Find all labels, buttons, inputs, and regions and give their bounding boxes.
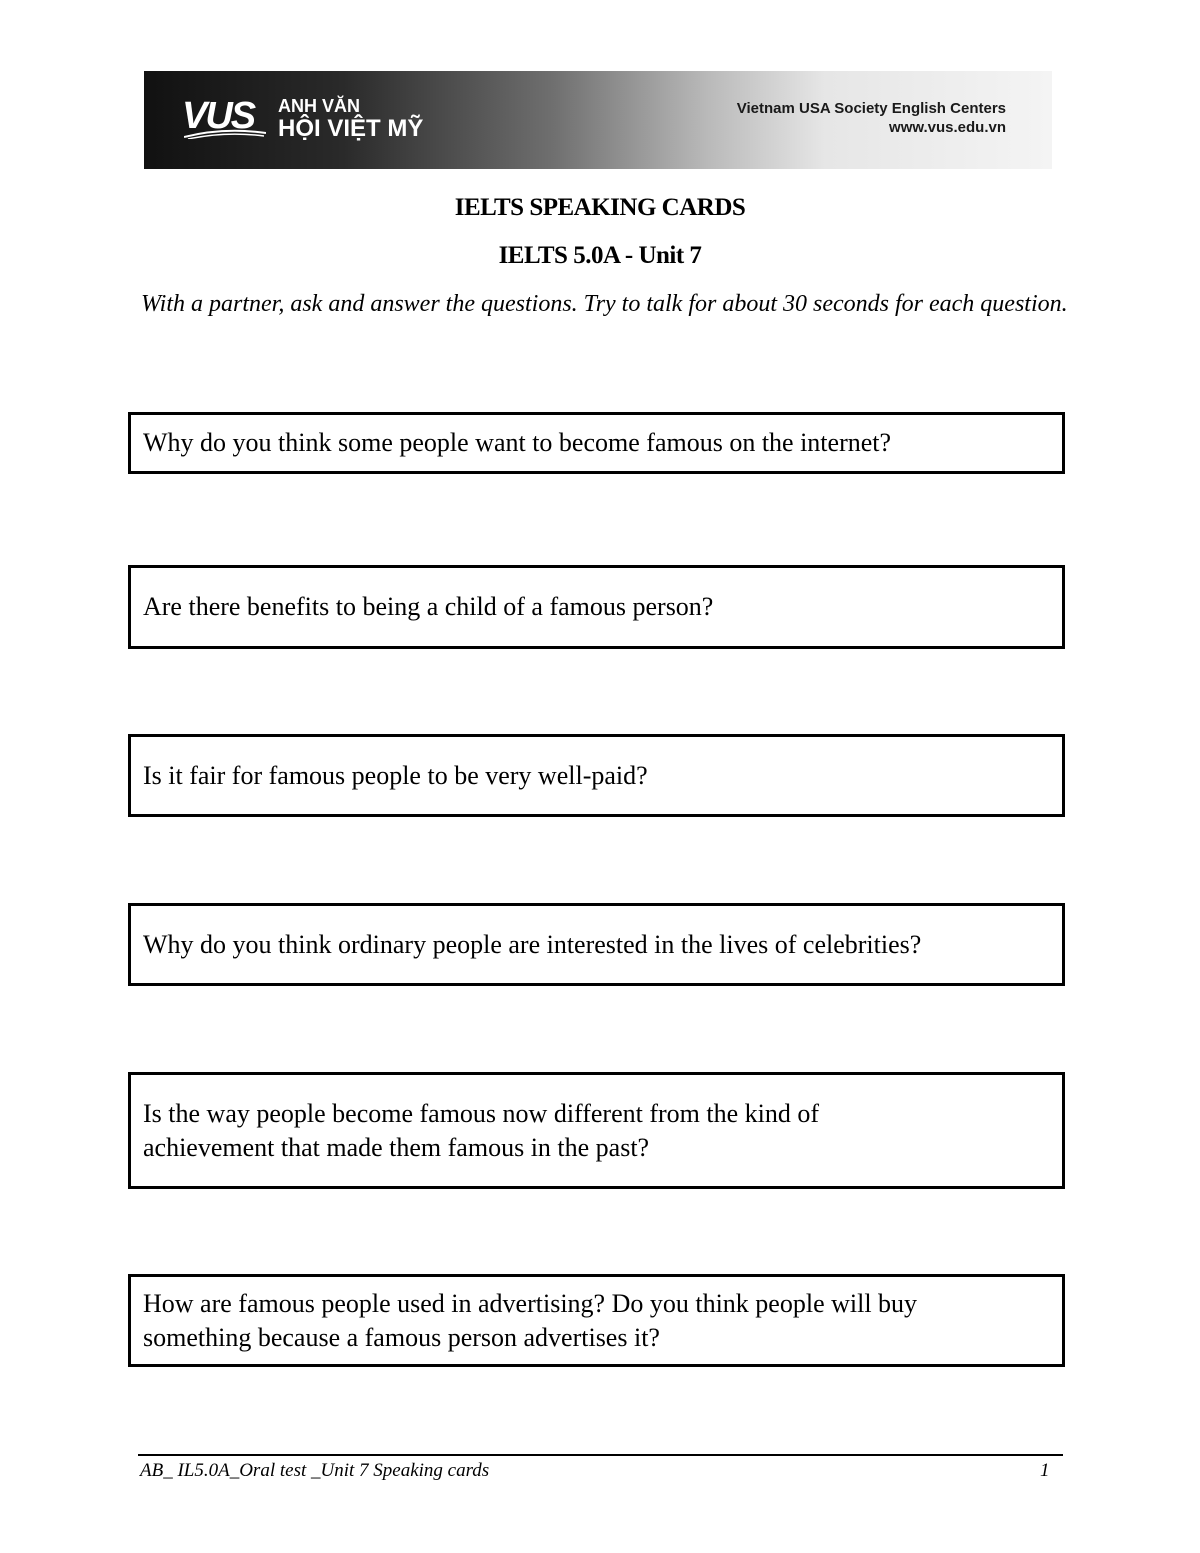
footer-text: AB_ IL5.0A_Oral test _Unit 7 Speaking cards xyxy=(140,1460,490,1481)
card-question: Is it fair for famous people to be very well-paid? xyxy=(143,760,648,790)
speaking-card-4 xyxy=(128,903,1065,986)
speaking-card-5 xyxy=(128,1072,1065,1189)
page-subtitle: IELTS 5.0A - Unit 7 xyxy=(498,242,702,269)
speaking-card-3 xyxy=(128,734,1065,817)
card-question: How are famous people used in advertising? Do you think people will buy something because a famous person advertises it? xyxy=(143,1288,918,1352)
logo-swoosh-icon xyxy=(184,129,266,139)
logo-text xyxy=(278,97,423,141)
vus-logo-mark: VUS xyxy=(182,95,255,137)
org-info xyxy=(737,99,1006,137)
page-number: 1 xyxy=(1040,1460,1050,1481)
header-banner xyxy=(144,71,1052,169)
speaking-card-2 xyxy=(128,565,1065,649)
page-title: IELTS SPEAKING CARDS xyxy=(454,194,746,221)
card-question: Why do you think some people want to become famous on the internet? xyxy=(143,428,892,457)
footer-divider xyxy=(138,1454,1063,1456)
speaking-card-6 xyxy=(128,1274,1065,1367)
org-website: www.vus.edu.vn xyxy=(889,119,1006,136)
logo-line1: ANH VĂN xyxy=(278,96,361,116)
card-question: Are there benefits to being a child of a famous person? xyxy=(143,592,714,621)
instructions: With a partner, ask and answer the questions. Try to talk for about 30 seconds for each question. xyxy=(141,291,1068,317)
logo-line2: HỘI VIỆT MỸ xyxy=(278,115,424,142)
card-question: Why do you think ordinary people are interested in the lives of celebrities? xyxy=(143,929,922,959)
speaking-card-1 xyxy=(128,412,1065,474)
card-question: Is the way people become famous now different from the kind of achievement that made them famous in the past? xyxy=(143,1098,820,1162)
org-name: Vietnam USA Society English Centers xyxy=(736,100,1006,117)
